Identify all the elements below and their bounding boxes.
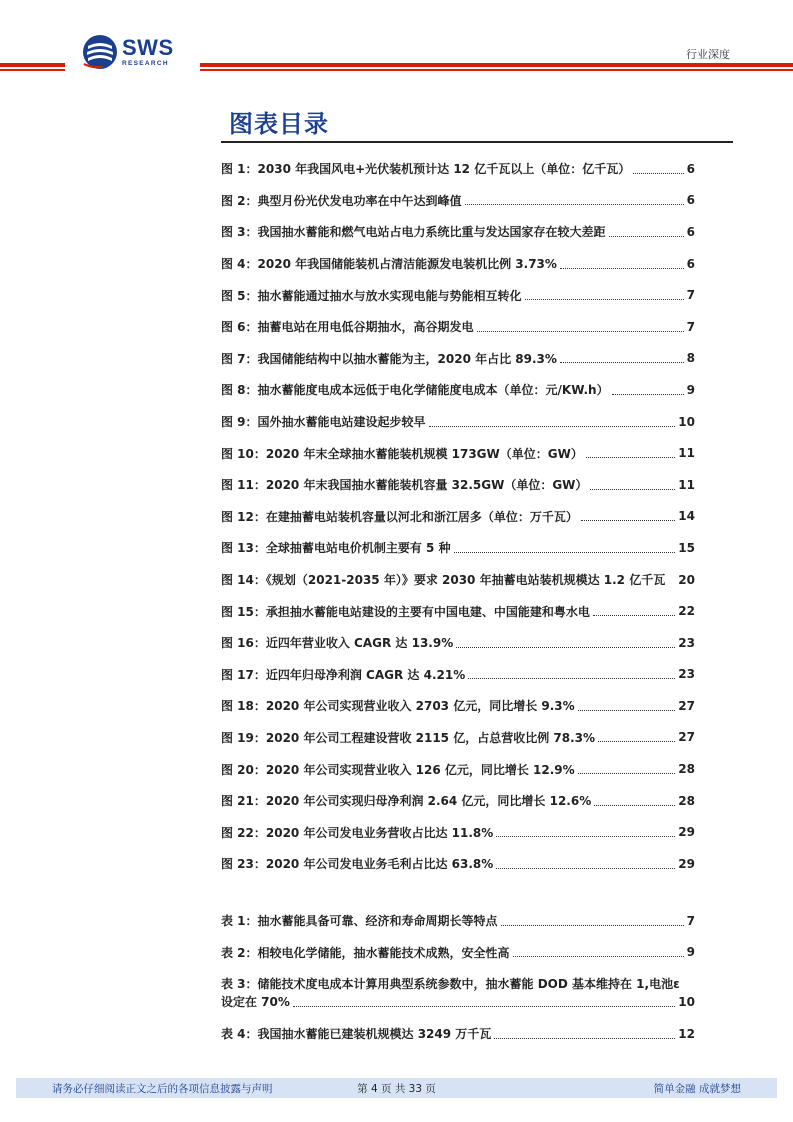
toc-table-entry[interactable] [221,968,695,1018]
toc-leader-dots [598,740,675,742]
toc-entry-label: 图 8：抽水蓄能度电成本远低于电化学储能度电成本（单位：元/KW.h） [221,383,609,398]
toc-entry-label: 图 3：我国抽水蓄能和燃气电站占电力系统比重与发达国家存在较大差距 [221,225,606,240]
toc-entry-label: 图 9：国外抽水蓄能电站建设起步较早 [221,415,426,430]
toc-entry-continuation [221,993,695,1011]
toc-entry-label: 图 18：2020 年公司实现营业收入 2703 亿元，同比增长 9.3% [221,699,575,714]
toc-leader-dots [513,955,684,957]
toc-leader-dots [525,298,684,300]
figure-list [221,153,695,880]
toc-page-number: 29 [678,825,695,840]
toc-leader-dots [465,203,684,205]
toc-page-number: 10 [678,995,695,1010]
header-rule-right-thin [200,69,793,71]
toc-figure-entry[interactable] [221,532,695,564]
toc-entry-label: 图 1：2030 年我国风电+光伏装机预计达 12 亿千瓦以上（单位：亿千瓦） [221,162,631,177]
toc-entry-label: 图 19：2020 年公司工程建设营收 2115 亿，占总营收比例 78.3% [221,730,596,745]
toc-leader-dots [578,772,676,774]
toc-page-number: 7 [686,319,695,334]
toc-leader-dots [594,804,675,806]
toc-page-number: 20 [678,572,695,587]
toc-page-number: 14 [678,509,695,524]
toc-figure-entry[interactable] [221,437,695,469]
toc-entry-label: 表 4：我国抽水蓄能已建装机规模达 3249 万千瓦 [221,1027,492,1042]
toc-leader-dots [581,519,675,521]
header-rule-left [0,63,65,67]
header-rule-right [200,63,793,67]
toc-entry-label: 图 20：2020 年公司实现营业收入 126 亿元，同比增长 12.9% [221,762,575,777]
footer-disclaimer: 请务必仔细阅读正文之后的各项信息披露与声明 [52,1082,273,1095]
toc-figure-entry[interactable] [221,343,695,375]
toc-page-number: 28 [678,762,695,777]
toc-figure-entry[interactable] [221,564,695,596]
toc-table-entry[interactable] [221,937,695,969]
toc-entry-label: 表 3：储能技术度电成本计算用典型系统参数中，抽水蓄能 DOD 基本维持在 1,电池ε [221,977,680,992]
toc-entry-label: 图 17：近四年归母净利润 CAGR 达 4.21% [221,667,466,682]
toc-entry-label: 图 23：2020 年公司发电业务毛利占比达 63.8% [221,857,494,872]
toc-entry-label: 图 12：在建抽蓄电站装机容量以河北和浙江居多（单位：万千瓦） [221,509,578,524]
toc-page-number: 23 [678,667,695,682]
table-list [221,905,695,1050]
toc-leader-dots [494,1037,675,1039]
toc-page-number: 9 [686,382,695,397]
toc-leader-dots [612,393,684,395]
toc-leader-dots [633,172,683,174]
toc-table-entry[interactable] [221,1018,695,1050]
toc-entry-label: 图 2：典型月份光伏发电功率在中午达到峰值 [221,193,462,208]
toc-figure-entry[interactable] [221,279,695,311]
brand-subtitle: RESEARCH [122,59,169,67]
toc-table-entry[interactable] [221,905,695,937]
toc-entry-label-cont: 设定在 70% [221,995,290,1010]
toc-figure-entry[interactable] [221,153,695,185]
toc-figure-entry[interactable] [221,311,695,343]
toc-leader-dots [578,709,676,711]
toc-leader-dots [560,267,684,269]
toc-page-number: 6 [686,193,695,208]
toc-figure-entry[interactable] [221,848,695,880]
toc-leader-dots [454,551,676,553]
toc-entry-label: 图 16：近四年营业收入 CAGR 达 13.9% [221,636,454,651]
toc-page-number: 28 [678,793,695,808]
title-divider [221,141,733,143]
toc-figure-entry[interactable] [221,248,695,280]
toc-leader-dots [293,1005,675,1007]
toc-entry-label: 图 14：《规划（2021-2035 年）》要求 2030 年抽蓄电站装机规模达 1.2 亿千瓦 [221,573,666,588]
toc-leader-dots [429,425,676,427]
toc-page-number: 27 [678,698,695,713]
toc-leader-dots [593,614,675,616]
toc-page-number: 11 [678,477,695,492]
toc-figure-entry[interactable] [221,501,695,533]
sws-logo [82,33,174,71]
toc-page-number: 27 [678,730,695,745]
footer-page-info: 第 4 页 共 33 页 [357,1082,436,1095]
page-title: 图表目录 [229,110,329,138]
toc-leader-dots [590,488,675,490]
toc-entry-label: 图 11：2020 年末我国抽水蓄能装机容量 32.5GW（单位：GW） [221,478,588,493]
toc-figure-entry[interactable] [221,469,695,501]
toc-figure-entry[interactable] [221,753,695,785]
toc-page-number: 23 [678,635,695,650]
toc-page-number: 15 [678,540,695,555]
toc-figure-entry[interactable] [221,406,695,438]
toc-entry-label: 图 21：2020 年公司实现归母净利润 2.64 亿元，同比增长 12.6% [221,794,592,809]
toc-entry-label: 图 22：2020 年公司发电业务营收占比达 11.8% [221,825,494,840]
brand-name: SWS [122,34,174,60]
toc-figure-entry[interactable] [221,627,695,659]
toc-leader-dots [586,456,675,458]
toc-figure-entry[interactable] [221,785,695,817]
toc-figure-entry[interactable] [221,216,695,248]
toc-entry-label: 图 7：我国储能结构中以抽水蓄能为主，2020 年占比 89.3% [221,351,557,366]
toc-leader-dots [501,924,684,926]
toc-figure-entry[interactable] [221,374,695,406]
toc-page-number: 9 [686,945,695,960]
page-footer [16,1078,777,1098]
toc-page-number: 6 [686,256,695,271]
toc-leader-dots [496,867,675,869]
sws-logo-icon [82,34,118,70]
toc-page-number: 12 [678,1026,695,1041]
toc-entry-label: 图 4：2020 年我国储能装机占清洁能源发电装机比例 3.73% [221,257,557,272]
toc-page-number: 11 [678,446,695,461]
toc-page-number: 22 [678,604,695,619]
toc-page-number: 10 [678,414,695,429]
toc-entry-label: 图 6：抽蓄电站在用电低谷期抽水，高谷期发电 [221,320,474,335]
toc-page-number: 7 [686,288,695,303]
toc-entry-label: 表 2：相较电化学储能，抽水蓄能技术成熟，安全性高 [221,945,510,960]
toc-page-number: 6 [686,161,695,176]
toc-leader-dots [456,646,675,648]
toc-leader-dots [496,835,675,837]
toc-entry-label: 图 13：全球抽蓄电站电价机制主要有 5 种 [221,541,451,556]
toc-entry-label: 表 1：抽水蓄能具备可靠、经济和寿命周期长等特点 [221,914,498,929]
toc-page-number: 7 [686,913,695,928]
footer-slogan: 简单金融 成就梦想 [653,1082,741,1095]
toc-figure-entry[interactable] [221,722,695,754]
toc-figure-entry[interactable] [221,816,695,848]
header-rule-left-thin [0,69,65,71]
toc-leader-dots [560,361,684,363]
toc-page-number: 8 [686,351,695,366]
toc-leader-dots [468,677,675,679]
toc-figure-entry[interactable] [221,185,695,217]
toc-entry-label: 图 10：2020 年末全球抽水蓄能装机规模 173GW（单位：GW） [221,446,583,461]
toc-page-number: 6 [686,224,695,239]
toc-leader-dots [477,330,684,332]
toc-entry-label: 图 5：抽水蓄能通过抽水与放水实现电能与势能相互转化 [221,288,522,303]
toc-page-number: 29 [678,856,695,871]
toc-leader-dots [609,235,684,237]
toc-figure-entry[interactable] [221,595,695,627]
toc-figure-entry[interactable] [221,690,695,722]
toc-figure-entry[interactable] [221,659,695,691]
toc-entry-label: 图 15：承担抽水蓄能电站建设的主要有中国电建、中国能建和粤水电 [221,604,590,619]
report-type-tag: 行业深度 [686,48,730,61]
